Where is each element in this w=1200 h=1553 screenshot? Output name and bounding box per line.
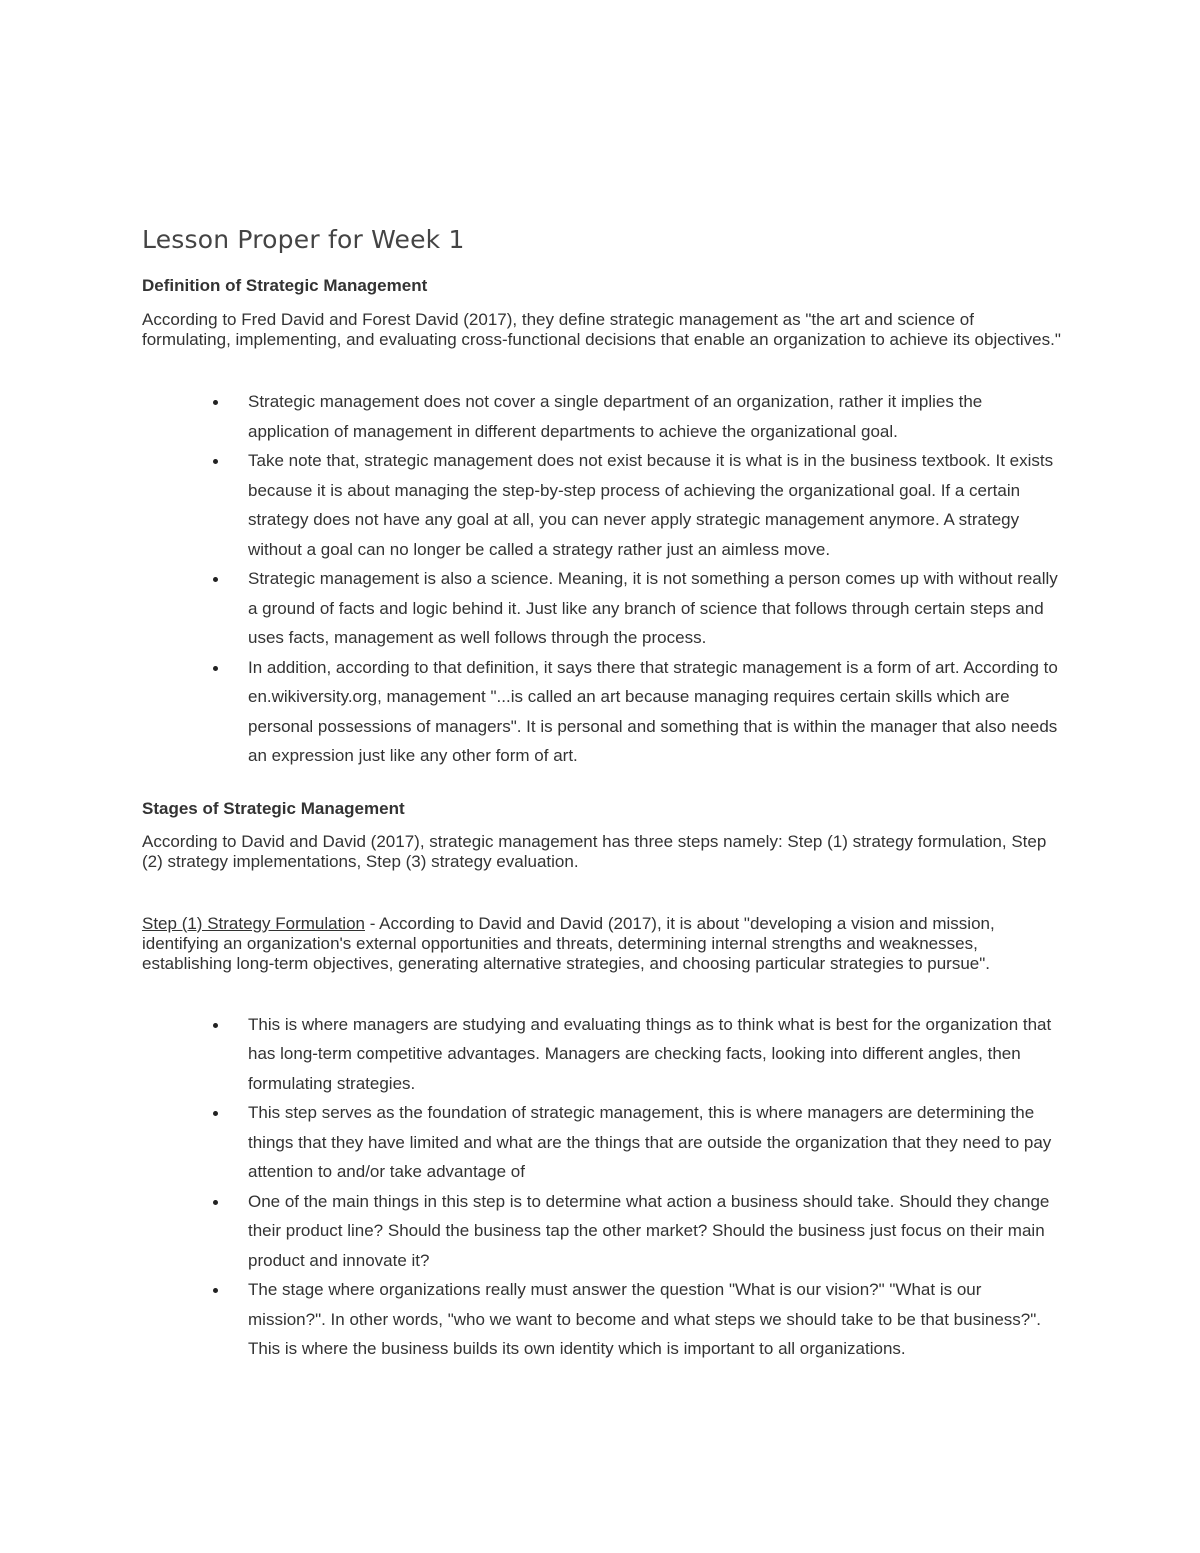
definition-paragraph: According to Fred David and Forest David (2017), they define strategic management as "the art and science of formulating, implementing, and evaluating cross-functional decisions that enable an organization to achieve its objectives." [142,310,1061,349]
bullet-icon [213,1111,218,1116]
bullet-icon [213,666,218,671]
list-item [248,446,1062,564]
step1-label: Step (1) Strategy Formulation [142,913,365,933]
list-item [248,1098,1062,1187]
bullet-icon [213,1288,218,1293]
page-title: Lesson Proper for Week 1 [142,225,465,254]
list-item [248,1010,1062,1099]
list-item-text: One of the main things in this step is to determine what action a business should take. Should they change their product line? Should the business tap the other market? Should the business just focus on their main product and innovate it? [248,1191,1050,1270]
bullet-icon [213,577,218,582]
section-heading-stages: Stages of Strategic Management [142,798,405,818]
list-item [248,564,1062,653]
stages-paragraph: According to David and David (2017), strategic management has three steps namely: Step (1) strategy formulation, Step (2) strategy implementations, Step (3) strategy evaluation. [142,831,1047,871]
bullet-icon [213,459,218,464]
list-item-text: Take note that, strategic management does not exist because it is what is in the business textbook. It exists because it is about managing the step-by-step process of achieving the organizational goal. If a certain strategy does not have any goal at all, you can never apply strategic management anymore. A strategy without a goal can no longer be called a strategy rather just an aimless move. [248,451,1054,559]
step1-description: - According to David and David (2017), it is about "developing a vision and mission, identifying an organization's external opportunities and threats, determining internal strengths and weaknesses, establishing long-term objectives, generating alternative strategies, and choosing particular strategies to pursue". [142,913,995,973]
bullet-icon [213,1200,218,1205]
document-page [142,225,1062,1364]
step1-bullet-list [142,1010,1062,1364]
section-heading-definition: Definition of Strategic Management [142,276,428,295]
list-item-text: In addition, according to that definition, it says there that strategic management is a form of art. According to en.wikiversity.org, management "...is called an art because managing requires certain skills which are personal possessions of managers". It is personal and something that is within the manager that also needs an expression just like any other form of art. [248,657,1058,765]
list-item-text: This step serves as the foundation of strategic management, this is where managers are determining the things that they have limited and what are the things that are outside the organization that they need to pay attention to and/or take advantage of [248,1103,1052,1181]
bullet-icon [213,400,218,405]
list-item [248,1187,1062,1276]
list-item-text: Strategic management is also a science. Meaning, it is not something a person comes up with without really a ground of facts and logic behind it. Just like any branch of science that follows through certain steps and uses facts, management as well follows through the process. [248,569,1058,647]
step1-paragraph [142,914,1062,974]
bullet-icon [213,1023,218,1028]
list-item [248,1275,1062,1364]
list-item-text: This is where managers are studying and evaluating things as to think what is best for the organization that has long-term competitive advantages. Managers are checking facts, looking into different angles, then formulating strategies. [248,1014,1052,1093]
list-item [248,653,1062,771]
list-item-text: The stage where organizations really must answer the question "What is our vision?" "What is our mission?". In other words, "who we want to become and what steps we should take to be that business?". This is where the business builds its own identity which is important to all organizations. [248,1280,1041,1358]
definition-bullet-list [142,387,1062,771]
list-item [248,387,1062,446]
list-item-text: Strategic management does not cover a single department of an organization, rather it implies the application of management in different departments to achieve the organizational goal. [248,392,983,441]
